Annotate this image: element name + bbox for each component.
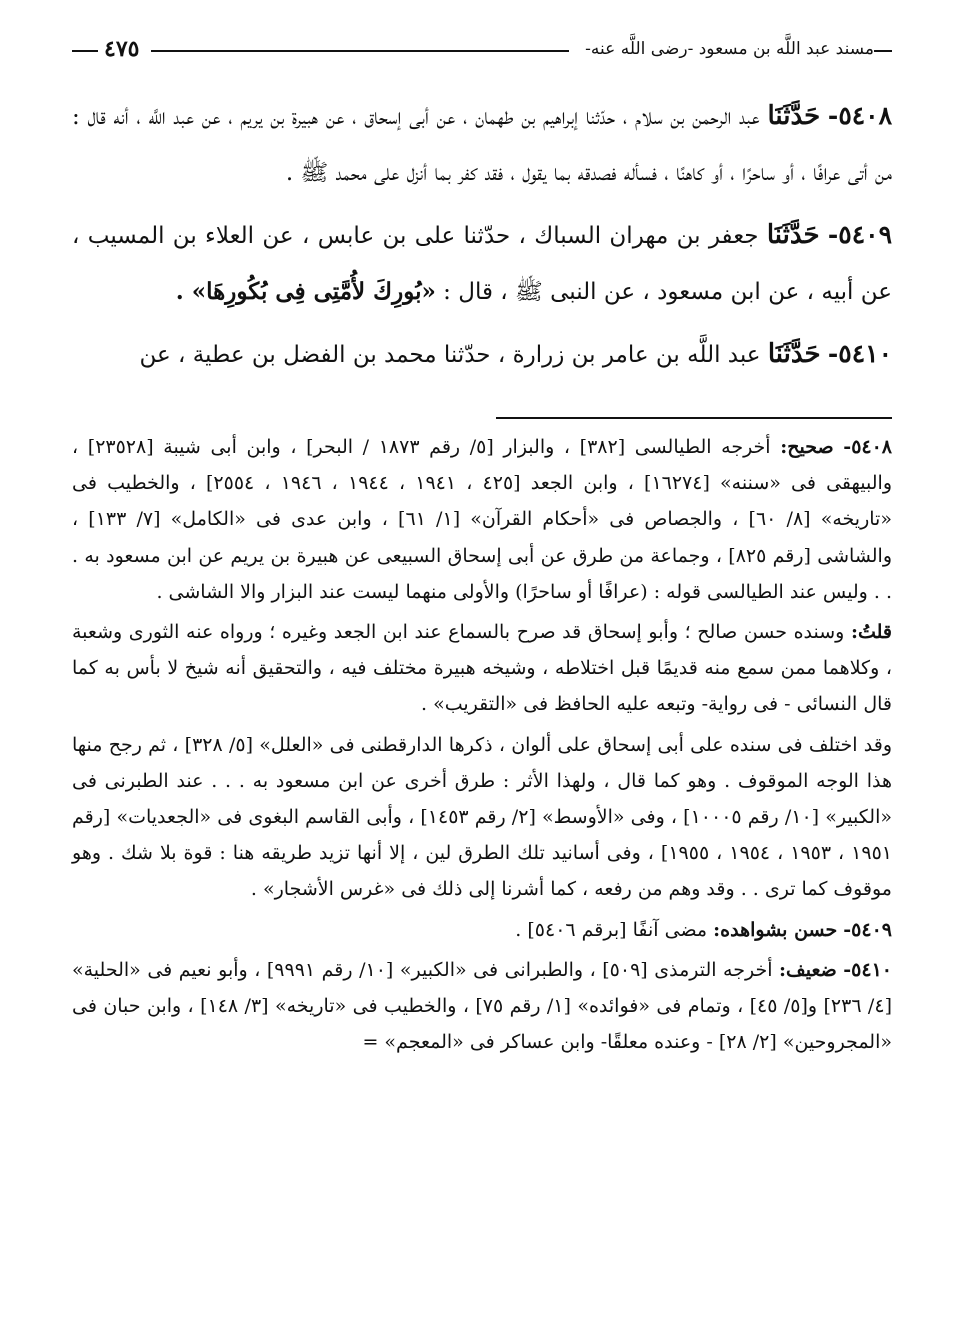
footnotes [72, 429, 892, 1060]
footnote-text: وقد اختلف فى سنده على أبى إسحاق على ألوان ، ذكرها الدارقطنى فى «العلل» [٥/ ٣٢٨] ، ثم رجح منها هذا الوجه الموقوف . وهو كما قال ، ولهذا الأثر : طرق أخرى عن ابن مسعود به . . . عند الطبرنى فى «الكبير» [١٠/ رقم ١٠٠٠٥] ، وفى «الأوسط» [٢/ رقم ١٤٥٣] ، وأبى القاسم البغوى فى «الجعديات» [رقم ١٩٥١ ، ١٩٥٣ ، ١٩٥٤ ، ١٩٥٥] ، وفى أسانيد تلك الطرق لين ، إلا أنها تزيد طريقه هنا : قوة بلا شك . وهو موقوف كما ترى . . وقد وهم من رفعه ، كما أشرنا إلى ذلك فى «غرس الأشجار» . [72, 733, 893, 901]
hadith-number: ٥٤٠٩- [827, 220, 893, 249]
hadith-number: ٥٤٠٨- [827, 101, 893, 130]
header-rule [151, 50, 569, 52]
footnote-5408 [72, 429, 892, 610]
main-text [72, 88, 892, 383]
hadith-5408 [72, 88, 892, 201]
footnote-5409 [72, 912, 892, 948]
footnote-separator-wrap [72, 405, 892, 419]
footnote-comment [72, 614, 892, 723]
footnote-5410 [72, 952, 892, 1061]
footnote-number: ٥٤١٠- [843, 958, 892, 981]
hadith-opening: حَدَّثَنَا [767, 101, 821, 131]
footnote-text: وسنده حسن صالح ؛ وأبو إسحاق قد صرح بالسماع عند ابن الجعد وغيره ؛ ورواه عنه الثورى وشعبة ، وكلاهما ممن سمع منه قديمًا قبل اختلاطه ، وشيخه هبيرة مختلف فيه ، والتحقيق أنه شيخ لا بأس به كما قال النسائى - فى رواية- وتبعه عليه الحافظ فى «التقريب» . [72, 621, 892, 716]
footnote-grade: ضعيف: [779, 958, 837, 981]
header-dash-left [72, 50, 98, 52]
running-title: مسند عبد اللَّه بن مسعود -رضى اللَّه عنه- [585, 39, 874, 59]
hadith-text: عبد الرحمن بن سلام ، حدّثنا إبراهيم بن طهمان ، عن أبى إسحاق ، عن هبيرة بن يريم ، عن عبد اللَّه ، أنه قال : من أتى عرافًا ، أو ساحرًا ، أو كاهنًا ، فسأله فصدقه بما يقول ، فقد كفر بما أنزل على محمد ﷺ . [72, 104, 892, 186]
footnote-number: ٥٤٠٨- [843, 436, 893, 458]
hadith-5410 [72, 326, 892, 383]
hadith-opening: حَدَّثَنَا [767, 339, 821, 369]
footnote-text: مضى آنفًا [برقم ٥٤٠٦] . [515, 918, 708, 941]
hadith-opening: حَدَّثَنَا [766, 220, 820, 250]
footnote-text: أخرجه الطيالسى [٣٨٢] ، والبزار [٥/ رقم ١٨٧٣ / البحر] ، وابن أبى شيبة [٢٣٥٢٨] ، والبيهقى فى «سننه» [١٦٢٧٤] ، وابن الجعد [٤٢٥ ، ١٩٤١ ، ١٩٤٤ ، ١٩٤٦ ، ٢٥٥٤] ، والخطيب فى «تاريخه» [٨/ ٦٠] ، والجصاص فى «أحكام القرآن» [١/ ٦١] ، وابن عدى فى «الكامل» [٧/ ١٣٣] ، والشاشى [رقم ٨٢٥] ، وجماعة من طرق عن أبى إسحاق السبيعى عن هبيرة بن يريم عن ابن مسعود به . . . وليس عند الطيالسى قوله : (عرافًا أو ساحرًا) والأولى منهما ليست عند البزار والا الشاشى . [72, 436, 893, 603]
hadith-number: ٥٤١٠- [827, 339, 892, 368]
hadith-quote: «بُورِكَ لأُمَّتِى فِى بُكُورِهَا» . [175, 278, 436, 305]
footnote-comment-continued [72, 727, 892, 908]
footnote-grade: حسن بشواهده: [713, 918, 838, 941]
page-number: ٤٧٥ [104, 36, 140, 62]
hadith-5409 [72, 207, 892, 320]
footnote-text: أخرجه الترمذى [٥٠٩] ، والطبرانى فى «الكبير» [١٠/ رقم ٩٩٩١] ، وأبو نعيم فى «الحلية» [٤/ ٢٣٦] و[٥/ ٤٥] ، وتمام فى «فوائده» [١/ رقم ٧٥] ، والخطيب فى «تاريخه» [٣/ ١٤٨] ، وابن حبان فى «المجروحين» [٢/ ٢٨] - وعنده معلقًا- وابن عساكر فى «المعجم» = [72, 958, 892, 1054]
hadith-text: جعفر بن مهران السباك ، حدّثنا على بن عابس ، عن العلاء بن المسيب ، عن أبيه ، عن ابن مسعود ، عن النبى ﷺ ، قال : [72, 223, 892, 305]
footnote-number: ٥٤٠٩- [843, 918, 892, 941]
footnote-label: قلتُ: [850, 621, 892, 644]
footnote-grade: صحيح: [780, 436, 834, 458]
document-page [72, 28, 892, 1318]
running-header [72, 28, 892, 70]
header-dash-right [874, 50, 892, 52]
footnote-separator [496, 417, 892, 419]
hadith-text: عبد اللَّه بن عامر بن زرارة ، حدّثنا محمد بن الفضل بن عطية ، عن [139, 342, 761, 368]
